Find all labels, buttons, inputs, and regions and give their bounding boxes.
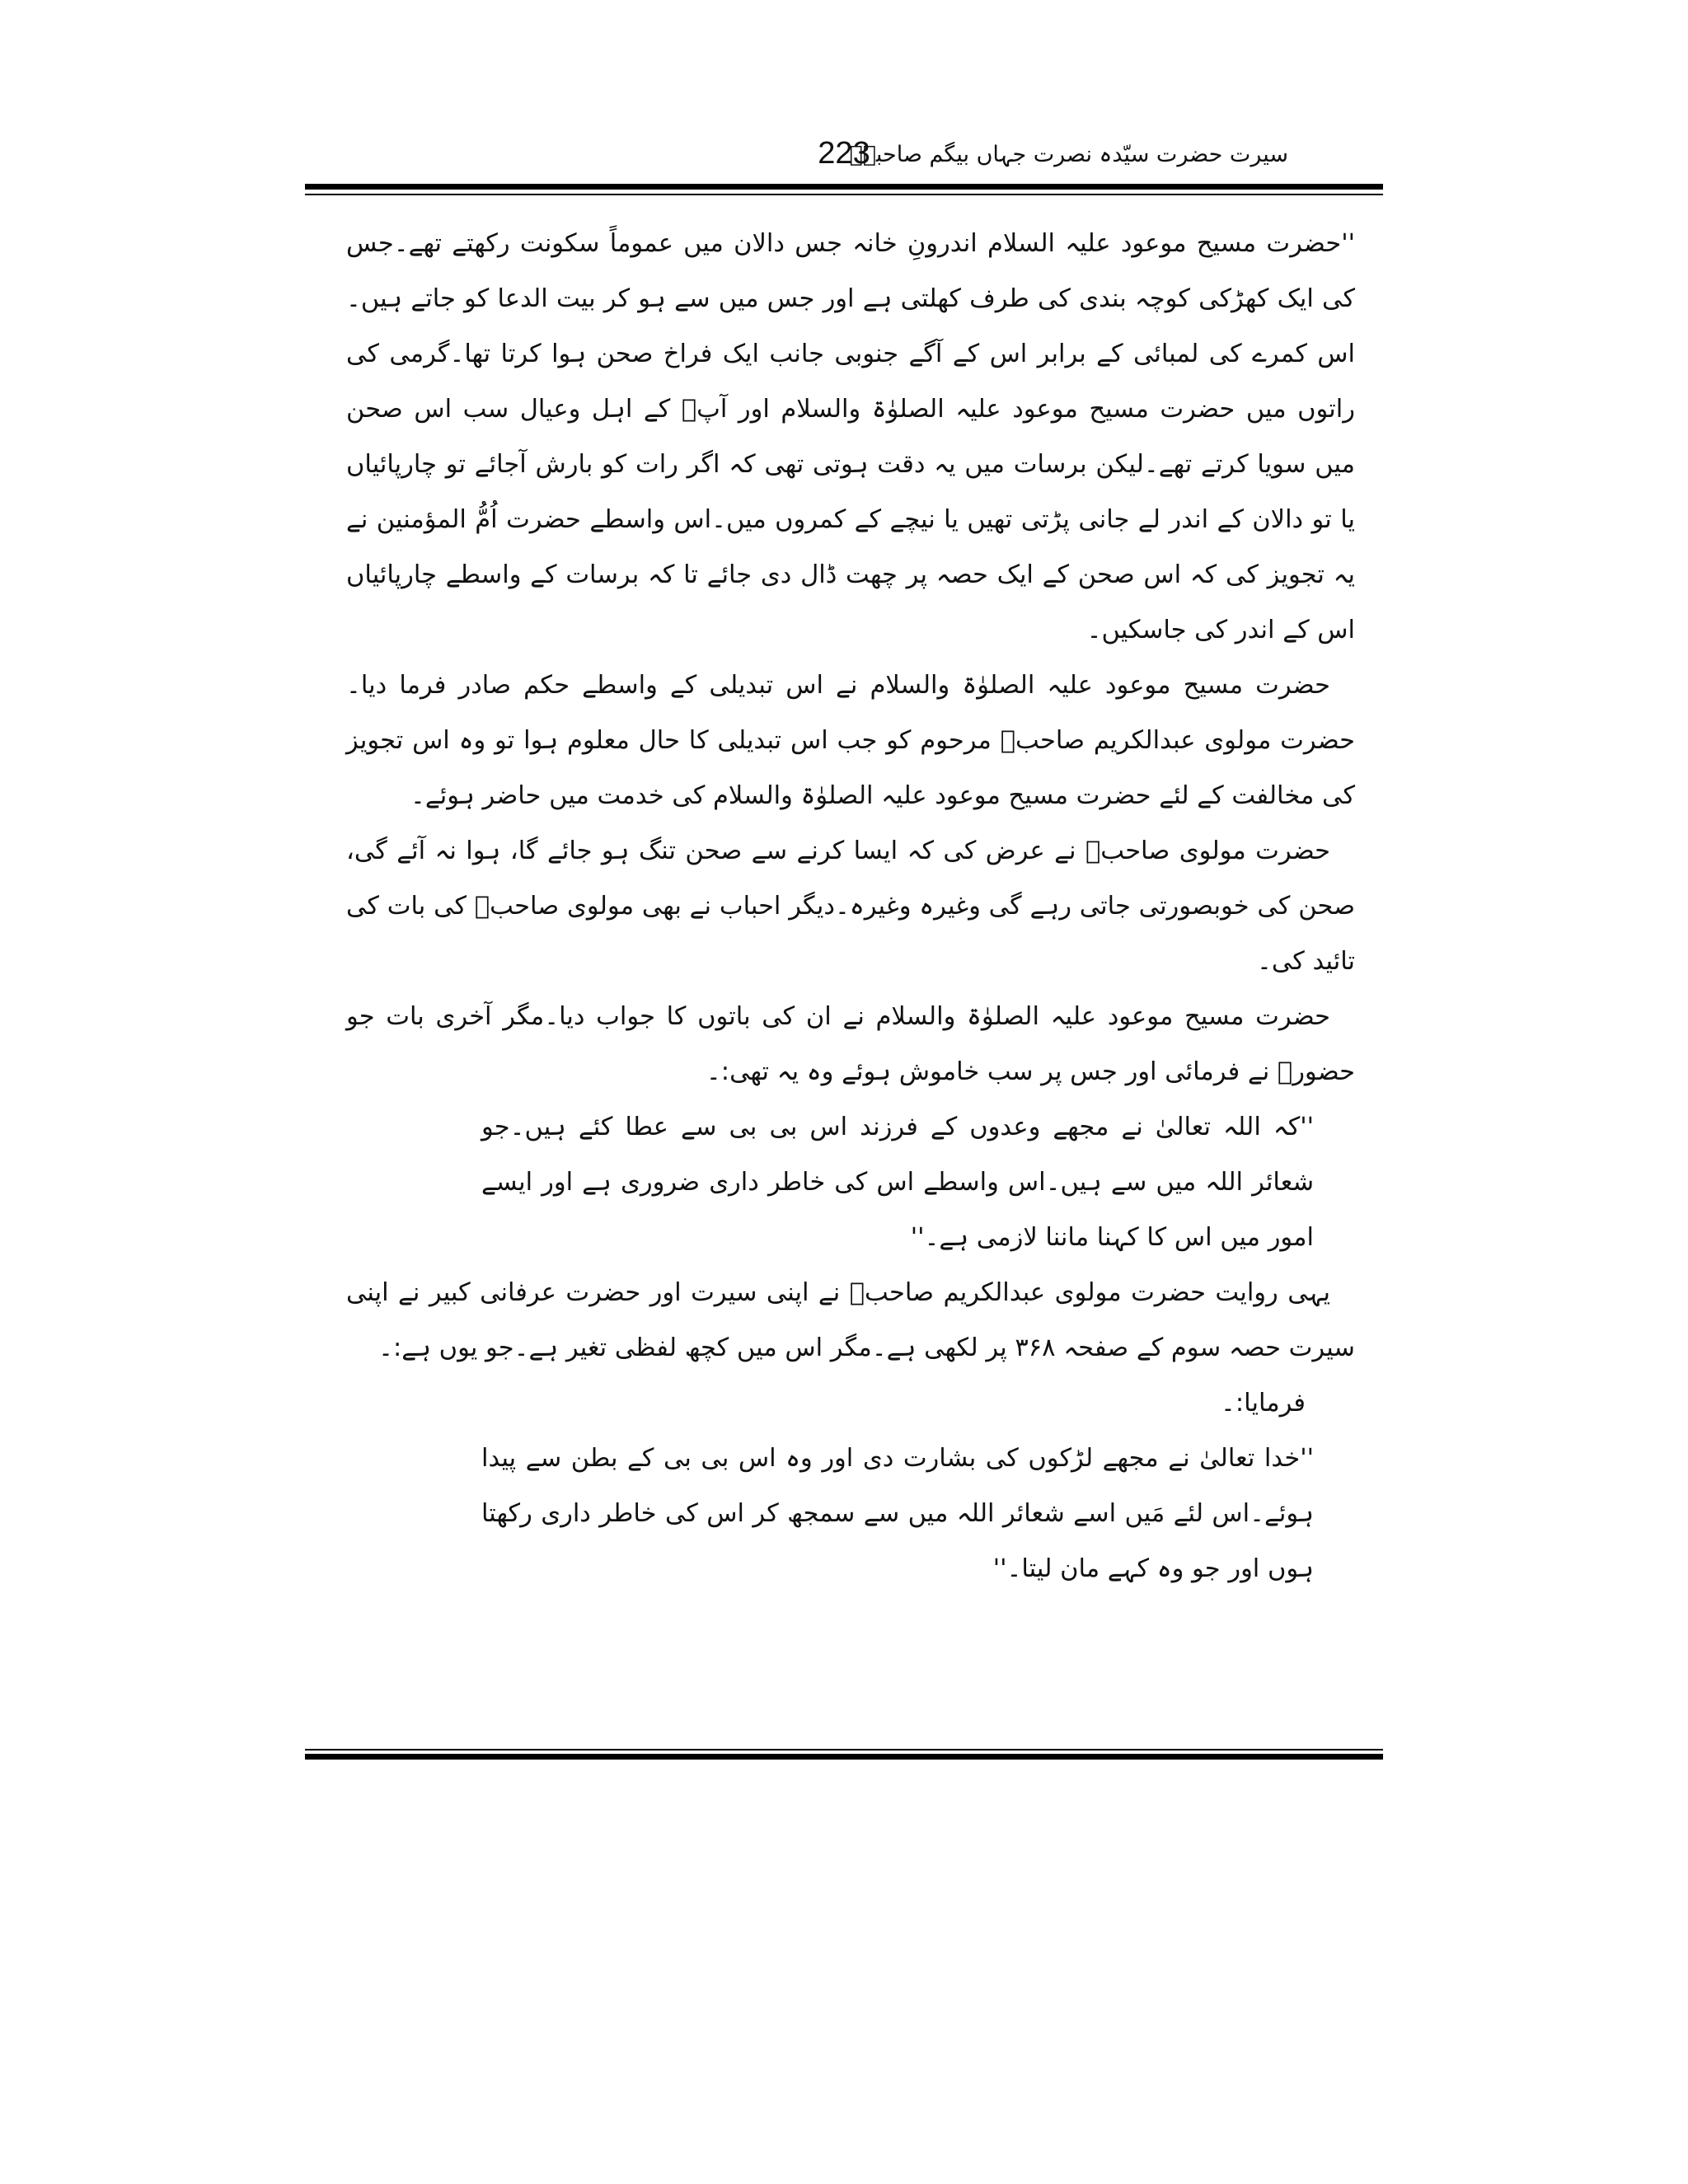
page-body — [346, 216, 1355, 1596]
running-title: سیرت حضرت سیّدہ نصرت جہاں بیگم صاحبہؓ — [849, 142, 1288, 167]
paragraph-3: حضرت مولوی صاحبؓ نے عرض کی کہ ایسا کرنے سے صحن تنگ ہو جائے گا، ہوا نہ آئے گی، صحن کی خوبصورتی جاتی رہے گی وغیرہ وغیرہ۔دیگر احباب نے بھی مولوی صاحبؓ کی بات کی تائید کی۔ — [346, 837, 1355, 976]
quote-1: ''کہ اللہ تعالیٰ نے مجھے وعدوں کے فرزند اس بی بی سے عطا کئے ہیں۔جو شعائر اللہ میں سے ہیں۔اس واسطے اس کی خاطر داری ضروری ہے اور ایسے امور میں اس کا کہنا ماننا لازمی ہے۔'' — [481, 1113, 1314, 1252]
header-rule-thin — [305, 194, 1383, 195]
header-rule-thick — [305, 184, 1383, 190]
page-header — [0, 124, 1688, 181]
paragraph-5: یہی روایت حضرت مولوی عبدالکریم صاحبؓ نے اپنی سیرت اور حضرت عرفانی کبیر نے اپنی سیرت حصہ سوم کے صفحہ ۳۶۸ پر لکھی ہے۔مگر اس میں کچھ لفظی تغیر ہے۔جو یوں ہے:۔ — [346, 1278, 1355, 1362]
page-number: 223 — [818, 136, 870, 171]
paragraph-6: فرمایا:۔ — [1221, 1389, 1306, 1418]
paragraph-1: ''حضرت مسیح موعود علیہ السلام اندرونِ خانہ جس دالان میں عموماً سکونت رکھتے تھے۔جس کی ایک کھڑکی کوچہ بندی کی طرف کھلتی ہے اور جس میں سے ہو کر بیت الدعا کو جاتے ہیں۔اس کمرے کی لمبائی کے برابر اس کے آگے جنوبی جانب ایک فراخ صحن ہوا کرتا تھا۔گرمی کی راتوں میں حضرت مسیح موعود علیہ الصلوٰۃ والسلام اور آپؑ کے اہل وعیال سب اس صحن میں سویا کرتے تھے۔لیکن برسات میں یہ دقت ہوتی تھی کہ اگر رات کو بارش آجائے تو چارپائیاں یا تو دالان کے اندر لے جانی پڑتی تھیں یا نیچے کے کمروں میں۔اس واسطے حضرت اُمُّ المؤمنین نے یہ تجویز کی کہ اس صحن کے ایک حصہ پر چھت ڈال دی جائے تا کہ برسات کے واسطے چارپائیاں اس کے اندر کی جاسکیں۔ — [346, 229, 1355, 644]
paragraph-2: حضرت مسیح موعود علیہ الصلوٰۃ والسلام نے اس تبدیلی کے واسطے حکم صادر فرما دیا۔حضرت مولوی عبدالکریم صاحبؓ مرحوم کو جب اس تبدیلی کا حال معلوم ہوا تو وہ اس تجویز کی مخالفت کے لئے حضرت مسیح موعود علیہ الصلوٰۃ والسلام کی خدمت میں حاضر ہوئے۔ — [346, 671, 1355, 810]
paragraph-4: حضرت مسیح موعود علیہ الصلوٰۃ والسلام نے ان کی باتوں کا جواب دیا۔مگر آخری بات جو حضورؑ نے فرمائی اور جس پر سب خاموش ہوئے وہ یہ تھی:۔ — [346, 1002, 1355, 1086]
footer-rule-thin — [305, 1749, 1383, 1750]
footer-rule-thick — [305, 1754, 1383, 1760]
quote-2: ''خدا تعالیٰ نے مجھے لڑکوں کی بشارت دی اور وہ اس بی بی کے بطن سے پیدا ہوئے۔اس لئے مَیں اسے شعائر اللہ میں سے سمجھ کر اس کی خاطر داری رکھتا ہوں اور جو وہ کہے مان لیتا۔'' — [481, 1444, 1314, 1583]
